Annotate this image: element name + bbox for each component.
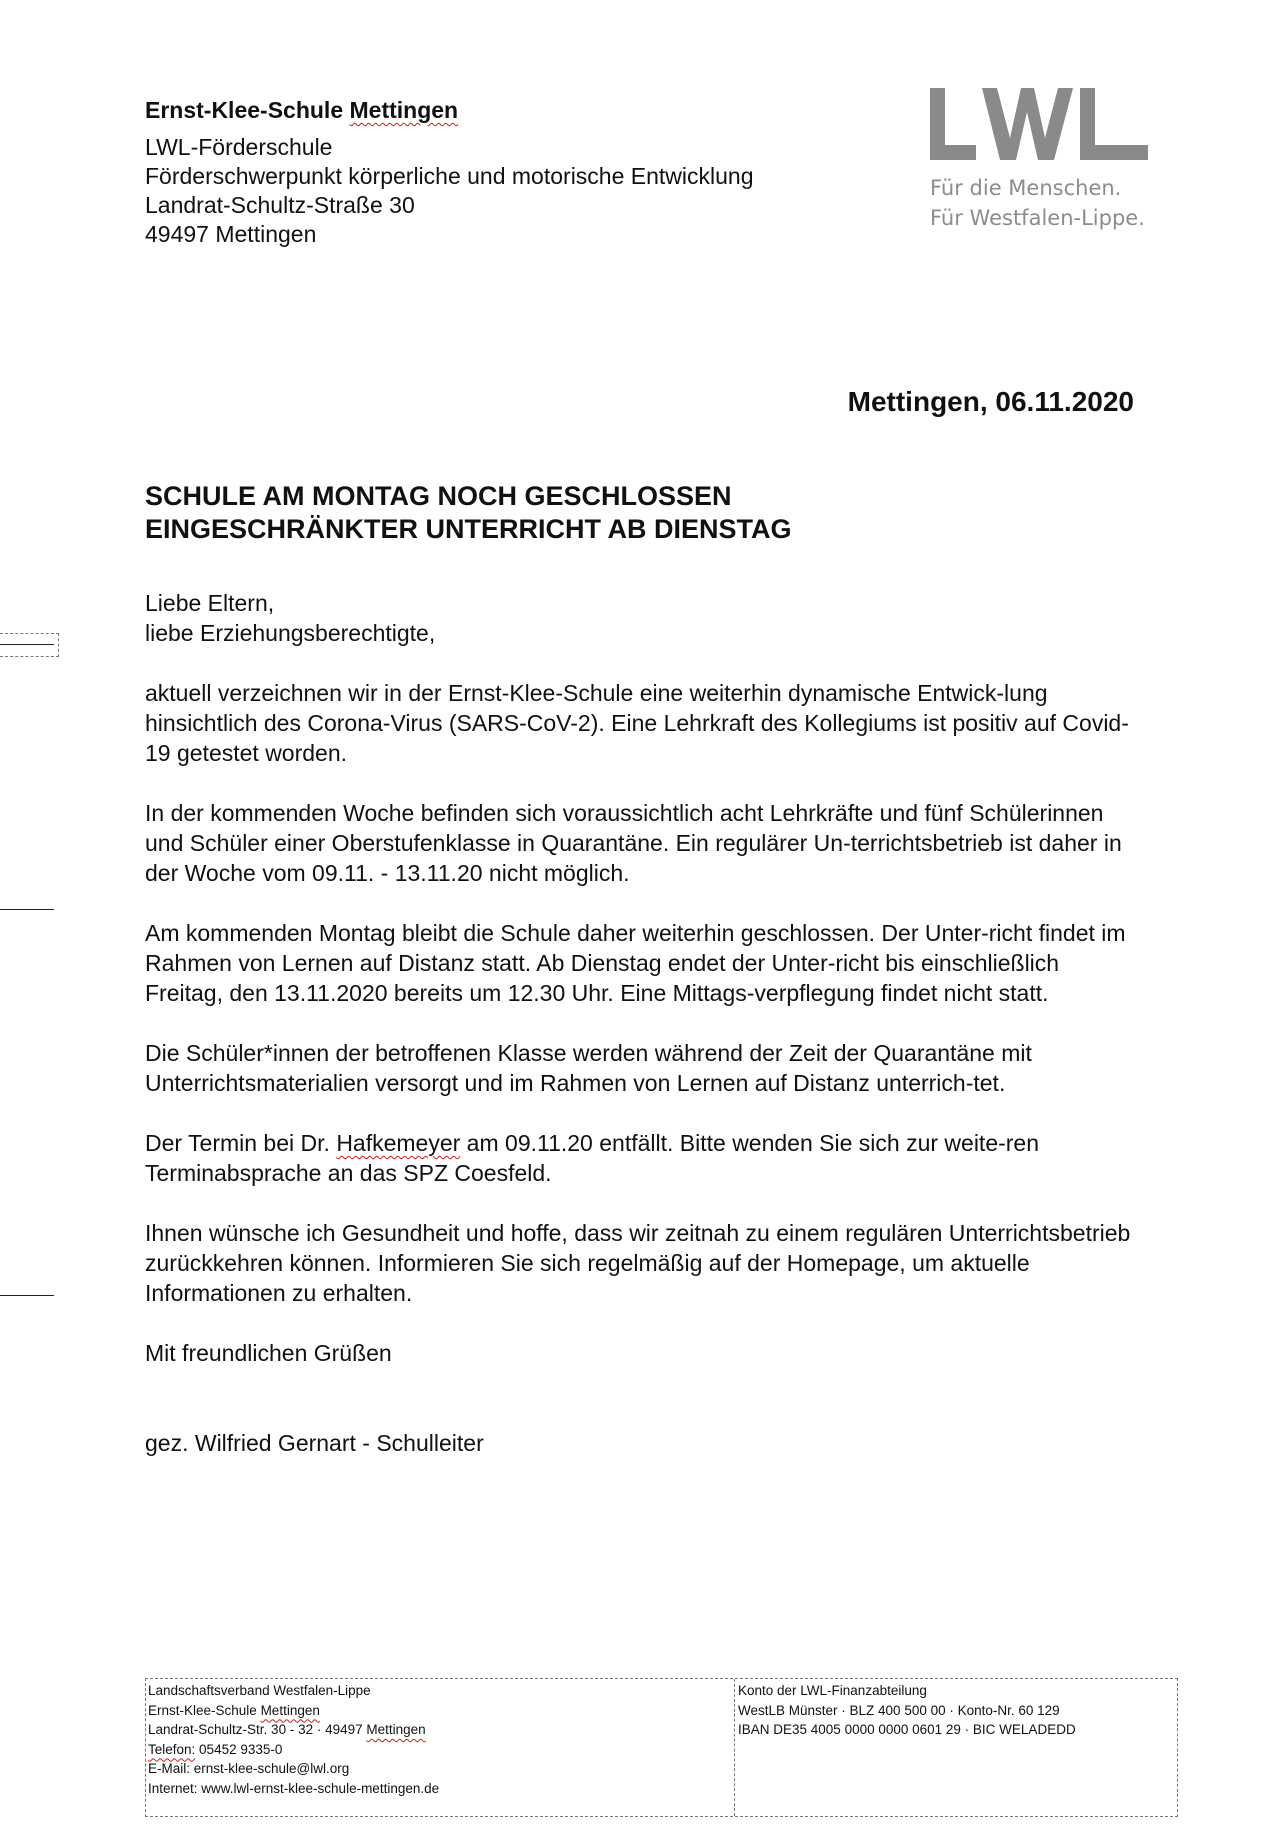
headline-line-1: SCHULE AM MONTAG NOCH GESCHLOSSEN (145, 481, 732, 511)
sender-name: Ernst-Klee-Schule Mettingen (145, 97, 459, 123)
letter-date: Mettingen, 06.11.2020 (847, 386, 1134, 417)
punch-mark-upper (0, 909, 54, 910)
footer-bank (735, 1679, 1177, 1816)
paragraph-situation: aktuell verzeichnen wir in der Ernst-Klee-Schule eine weiterhin dynamische Entwick-lung hinsichtlich des Corona-Virus (SARS-CoV-2). Eine Lehrkraft des Kollegiums ist positiv auf Covid-19 getestet worden. (145, 680, 1129, 766)
sender-line-2: Förderschwerpunkt körperliche und motorische Entwicklung (145, 163, 754, 189)
footer-address: Landrat-Schultz-Str. 30 - 32 · 49497 Mettingen (148, 1722, 426, 1737)
logo-tagline-1: Für die Menschen. (930, 176, 1122, 200)
logo-tagline-2: Für Westfalen-Lippe. (930, 206, 1145, 230)
sender-line-1: LWL-Förderschule (145, 134, 333, 160)
fold-mark-line (0, 644, 54, 645)
signature: gez. Wilfried Gernart - Schulleiter (145, 1430, 484, 1456)
paragraph-schedule: Am kommenden Montag bleibt die Schule daher weiterhin geschlossen. Der Unter-richt findet im Rahmen von Lernen auf Distanz statt. Ab Dienstag endet der Unter-richt bis einschließlich Freitag, den 13.11.2020 bereits um 12.30 Uhr. Eine Mittags-verpflegung findet nicht statt. (145, 920, 1126, 1006)
footer-iban: IBAN DE35 4005 0000 0000 0601 29 · BIC WELADEDD (738, 1722, 1076, 1737)
footer-email: E-Mail: ernst-klee-schule@lwl.org (148, 1761, 350, 1776)
lwl-logo (930, 88, 1170, 232)
salutation (145, 588, 1135, 648)
footer-school: Ernst-Klee-Schule Mettingen (148, 1702, 320, 1718)
headline-line-2: EINGESCHRÄNKTER UNTERRICHT AB DIENSTAG (145, 514, 792, 544)
letter-headline (145, 480, 1145, 546)
salutation-line-2: liebe Erziehungsberechtigte, (145, 620, 436, 646)
lwl-logo-mark (930, 88, 1148, 160)
closing: Mit freundlichen Grüßen (145, 1340, 392, 1366)
footer-account-title: Konto der LWL-Finanzabteilung (738, 1683, 927, 1698)
salutation-line-1: Liebe Eltern, (145, 590, 275, 616)
sender-line-3: Landrat-Schultz-Straße 30 (145, 192, 415, 218)
sender-line-4: 49497 Mettingen (145, 221, 317, 247)
paragraph-quarantine: In der kommenden Woche befinden sich voraussichtlich acht Lehrkräfte und fünf Schülerinnen und Schüler einer Oberstufenklasse in Quarantäne. Ein regulärer Un-terrichtsbetrieb ist daher in der Woche vom 09.11. - 13.11.20 nicht möglich. (145, 800, 1122, 886)
footer-contact (146, 1679, 735, 1816)
footer-internet: Internet: www.lwl-ernst-klee-schule-mettingen.de (148, 1780, 440, 1796)
paragraph-wishes: Ihnen wünsche ich Gesundheit und hoffe, dass wir zeitnah zu einem regulären Unterrichtsbetrieb zurückkehren können. Informieren Sie sich regelmäßig auf der Homepage, um aktuelle Informationen zu erhalten. (145, 1220, 1131, 1306)
paragraph-appointment: Der Termin bei Dr. Hafkemeyer am 09.11.20 entfällt. Bitte wenden Sie sich zur weite-ren Terminabsprache an das SPZ Coesfeld. (145, 1130, 1040, 1186)
letter-footer (145, 1678, 1178, 1817)
footer-bank-details: WestLB Münster · BLZ 400 500 00 · Konto-Nr. 60 129 (738, 1702, 1060, 1718)
sender-name-town: Mettingen (349, 97, 459, 123)
footer-phone: Telefon: 05452 9335-0 (148, 1741, 283, 1757)
punch-mark-lower (0, 1295, 54, 1296)
sender-address (145, 96, 845, 249)
paragraph-materials: Die Schüler*innen der betroffenen Klasse werden während der Zeit der Quarantäne mit Unterrichtsmaterialien versorgt und im Rahmen von Lernen auf Distanz unterrich-tet. (145, 1040, 1032, 1096)
footer-org: Landschaftsverband Westfalen-Lippe (148, 1683, 371, 1698)
letter-body (145, 588, 1135, 1488)
appointment-doctor-name: Hafkemeyer (336, 1130, 461, 1156)
fold-mark-box (0, 633, 59, 657)
